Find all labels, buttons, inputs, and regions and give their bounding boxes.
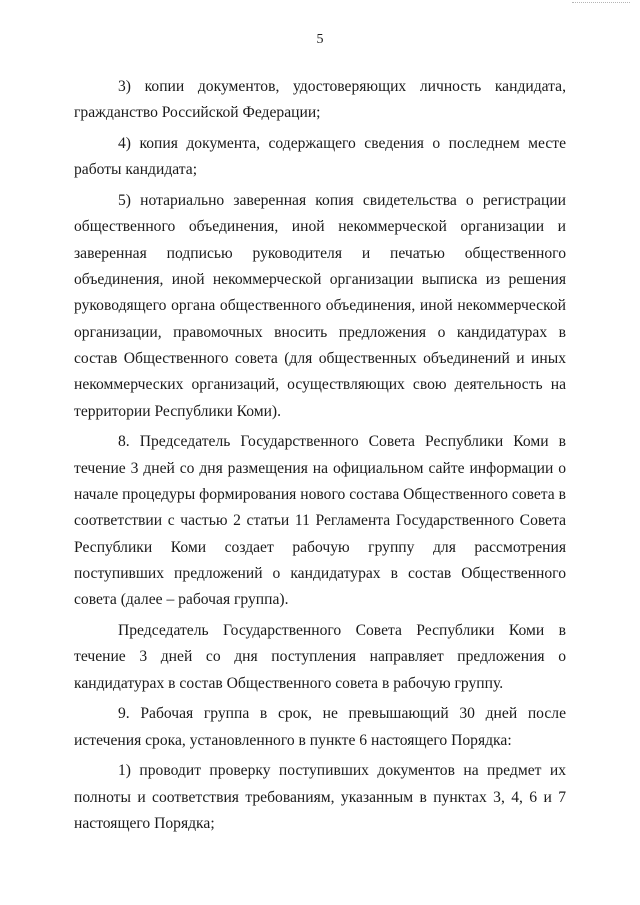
- scan-corner-mark: [572, 2, 630, 5]
- page-number: 5: [316, 32, 324, 47]
- paragraph-item-5-notarized-registration-copy: 5) нотариально заверенная копия свидетельства о регистрации общественного объединения, иной некоммерческой организации и заверенная подписью руководителя и печатью общественного объединения, иной некоммерческой организации выписка из решения руководящего органа общественного объединения, иной некоммерческой организации, правомочных вносить предложения о кандидатурах в состав Общественного совета (для общественных объединений и иных некоммерческих организаций, осуществляющих свою деятельность на территории Республики Коми).: [74, 192, 566, 420]
- document-body: [74, 74, 566, 842]
- paragraph-clause-9-working-group-term: 9. Рабочая группа в срок, не превышающий 30 дней после истечения срока, установленного в пункте 6 настоящего Порядка:: [74, 705, 566, 749]
- paragraph-item-3-copies-of-identity-documents: 3) копии документов, удостоверяющих личность кандидата, гражданство Российской Федерации;: [74, 78, 566, 122]
- paragraph-item-4-copy-of-last-workplace-document: 4) копия документа, содержащего сведения о последнем месте работы кандидата;: [74, 135, 566, 179]
- paragraph-clause-8-working-group-creation: 8. Председатель Государственного Совета Республики Коми в течение 3 дней со дня размещения на официальном сайте информации о начале процедуры формирования нового состава Общественного совета в соответствии с частью 2 статьи 11 Регламента Государственного Совета Республики Коми создает рабочую группу для рассмотрения поступивших предложений о кандидатурах в состав Общественного совета (далее – рабочая группа).: [74, 433, 566, 609]
- paragraph-chairman-forwards-proposals: Председатель Государственного Совета Республики Коми в течение 3 дней со дня поступления направляет предложения о кандидатурах в состав Общественного совета в рабочую группу.: [74, 621, 566, 692]
- paragraph-subitem-1-document-check: 1) проводит проверку поступивших документов на предмет их полноты и соответствия требованиям, указанным в пунктах 3, 4, 6 и 7 настоящего Порядка;: [74, 762, 566, 833]
